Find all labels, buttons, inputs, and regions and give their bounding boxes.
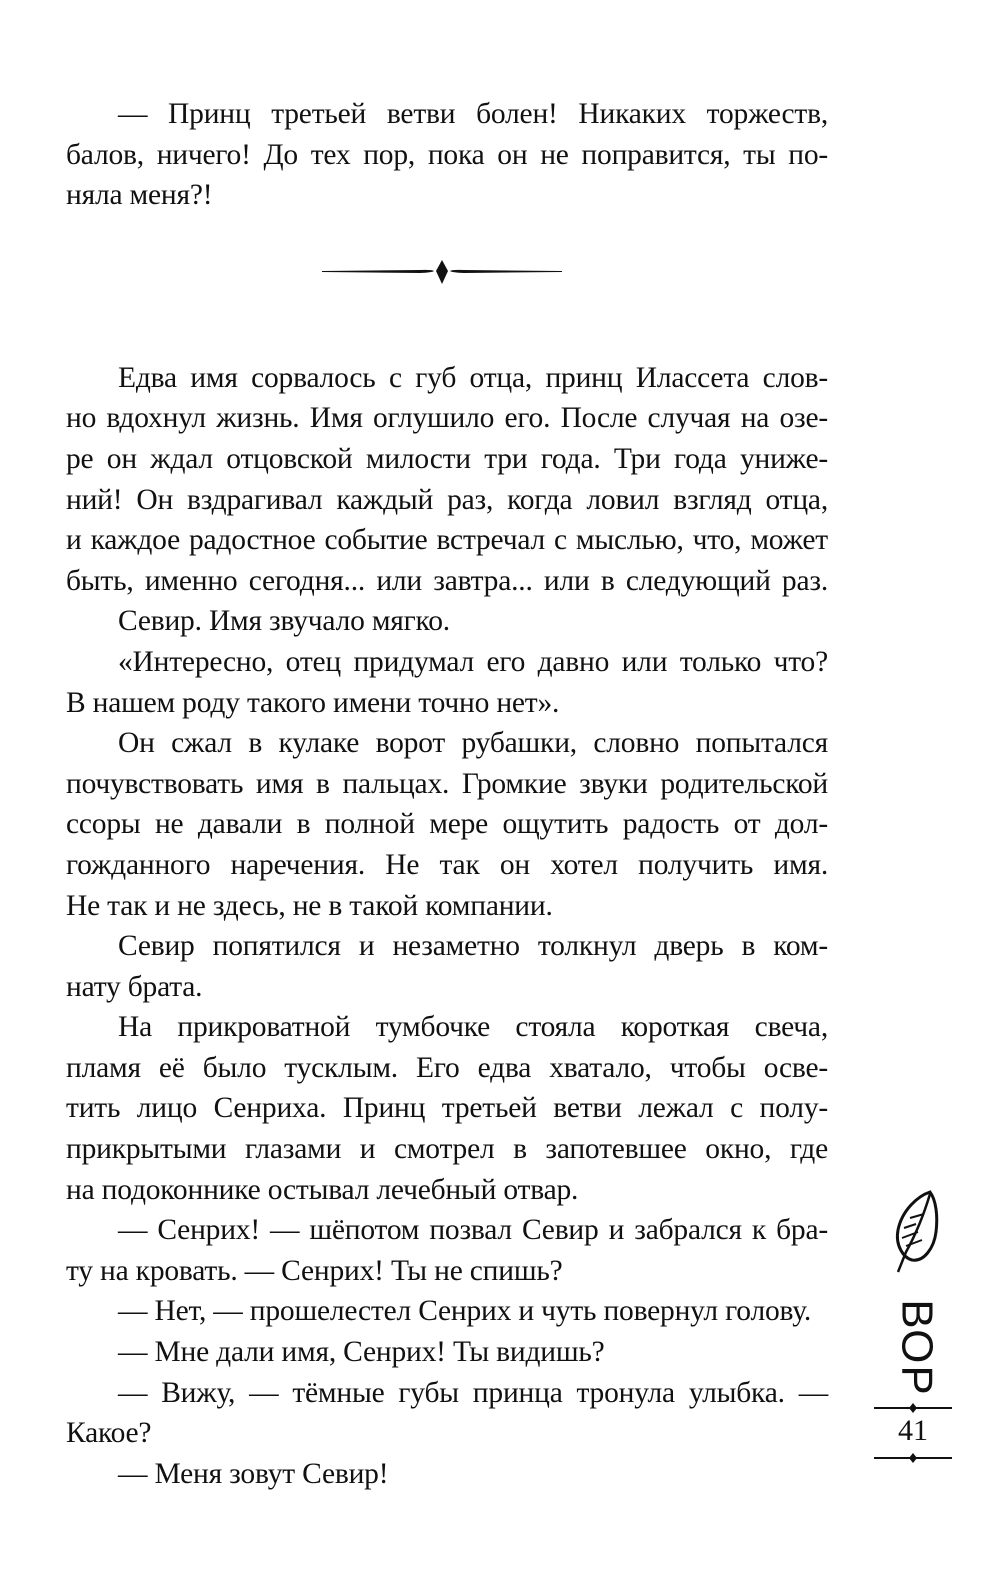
text-line: ний! Он вздрагивал каждый раз, когда ловил взгляд отца, (66, 483, 828, 516)
text-line: — Принц третьей ветви болен! Никаких торжеств, (118, 98, 828, 130)
text-line: прикрытыми глазами и смотрел в запотевшее окно, где (66, 1133, 828, 1166)
feather-icon (890, 1188, 942, 1278)
text-line: на подоконнике остывал лечебный отвар. (66, 1173, 579, 1206)
text-line: пламя её было тусклым. Его едва хватало, чтобы осве- (66, 1051, 828, 1084)
text-line: и каждое радостное событие встречал с мыслью, что, может (66, 524, 828, 557)
text-line: но вдохнул жизнь. Имя оглушило его. После случая на озе- (66, 402, 828, 435)
running-footer (872, 1188, 962, 1478)
text-line: Не так и не здесь, не в такой компании. (66, 889, 553, 922)
page-number: 41 (898, 1414, 928, 1447)
book-title-vertical (880, 1298, 954, 1398)
text-line: — Меня зовут Севир! (118, 1457, 389, 1490)
book-title: ВОР (893, 1299, 942, 1397)
paragraph-5 (66, 723, 828, 926)
text-line: На прикроватной тумбочке стояла короткая свеча, (118, 1011, 828, 1044)
text-line: Едва имя сорвалось с губ отца, принц Илассета слов- (118, 361, 828, 394)
ornamental-rule-icon (872, 1450, 954, 1466)
paragraph-2 (66, 358, 828, 602)
paragraph-6 (66, 926, 828, 1007)
text-line: гожданного наречения. Не так он хотел получить имя. (66, 848, 828, 881)
text-line: почувствовать имя в пальцах. Громкие звуки родительской (66, 767, 828, 800)
text-line: ре он ждал отцовской милости три года. Три года униже- (66, 442, 828, 475)
text-line: ссоры не давали в полной мере ощутить радость от дол- (66, 808, 828, 841)
text-line: няла меня?! (66, 179, 213, 212)
paragraph-3 (66, 601, 828, 642)
text-line: «Интересно, отец придумал его давно или только что? (118, 645, 828, 678)
text-line: тить лицо Сенриха. Принц третьей ветви лежал с полу- (66, 1092, 828, 1125)
paragraph-8 (66, 1210, 828, 1291)
paragraph-11 (66, 1373, 828, 1454)
paragraph-10 (66, 1332, 828, 1373)
body-text (66, 94, 828, 1494)
paragraph-1 (66, 94, 828, 216)
text-line: Севир. Имя звучало мягко. (118, 605, 450, 638)
paragraph-12 (66, 1454, 828, 1495)
text-line: Какое? (66, 1417, 152, 1450)
text-line: — Нет, — прошелестел Сенрих и чуть повернул голову. (118, 1295, 812, 1328)
text-line: балов, ничего! До тех пор, пока он не поправится, ты по- (66, 138, 828, 171)
paragraph-7 (66, 1007, 828, 1210)
text-line: — Сенрих! — шёпотом позвал Севир и забрался к бра- (118, 1214, 828, 1247)
paragraph-4 (66, 642, 828, 723)
text-line: Севир попятился и незаметно толкнул дверь в ком- (118, 930, 828, 963)
text-line: В нашем роду такого имени точно нет». (66, 686, 560, 719)
text-line: — Вижу, — тёмные губы принца тронула улыбка. — (118, 1376, 828, 1409)
text-line: — Мне дали имя, Сенрих! Ты видишь? (118, 1336, 605, 1369)
ornamental-divider-icon (320, 258, 564, 288)
text-line: Он сжал в кулаке ворот рубашки, словно попытался (118, 727, 828, 760)
text-line: нату брата. (66, 970, 203, 1003)
text-line: быть, именно сегодня... или завтра... или в следующий раз. (66, 564, 828, 597)
text-line: ту на кровать. — Сенрих! Ты не спишь? (66, 1254, 563, 1287)
paragraph-9 (66, 1291, 828, 1332)
